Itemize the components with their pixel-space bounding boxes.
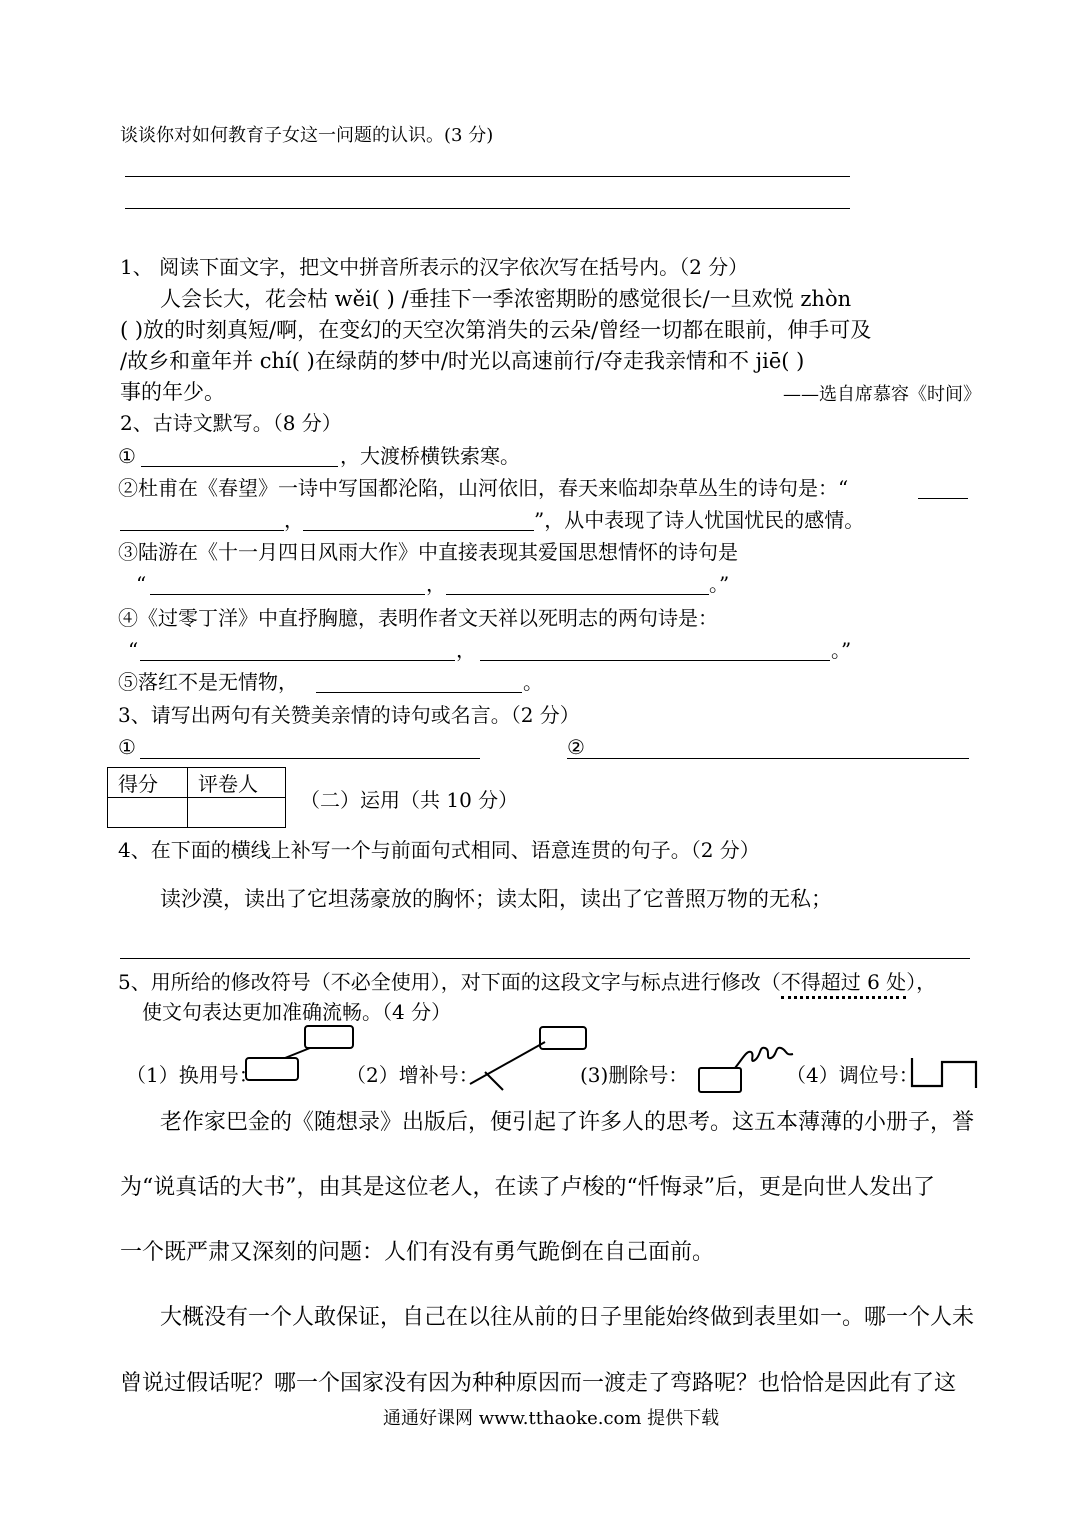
answer-line	[125, 176, 850, 177]
q4-prompt: 4、在下面的横线上补写一个与前面句式相同、语意连贯的句子。（2 分）	[118, 838, 760, 862]
q5-emphasis: 不得超过 6 处	[781, 970, 906, 999]
q2-item2-text: ②杜甫在《春望》一诗中写国都沦陷，山河依旧，春天来临却杂草丛生的诗句是：“	[118, 476, 849, 500]
blank-line	[140, 758, 480, 759]
symbol-label: （2）增补号：	[346, 1063, 479, 1087]
q2-item5-text: ⑤落红不是无情物，	[118, 670, 298, 694]
q2-item1-text: ，大渡桥横铁索寒。	[340, 444, 520, 468]
q2-item3-end: 。”	[709, 572, 730, 596]
symbol-label: （1）换用号：	[126, 1063, 259, 1087]
q2-item4-comma: ，	[456, 638, 476, 662]
insert-mark-icon	[465, 1022, 595, 1092]
blank-line	[567, 758, 969, 759]
q2-item2-end: ”，从中表现了诗人忧国忧民的感情。	[534, 508, 865, 532]
grader-header: 评卷人	[188, 768, 286, 798]
q5-prompt-line2: 使文句表达更加准确流畅。（4 分）	[142, 1000, 452, 1024]
footer-text: 通通好课网 www.tthaoke.com 提供下载	[383, 1408, 720, 1429]
transpose-mark-icon	[902, 1050, 987, 1095]
q2-item3-comma: ，	[426, 572, 446, 596]
symbol-label: （4）调位号：	[786, 1063, 919, 1087]
q3-prompt: 3、请写出两句有关赞美亲情的诗句或名言。（2 分）	[118, 703, 580, 727]
q2-item1-marker: ①	[118, 444, 136, 468]
replace-mark-icon	[240, 1020, 360, 1090]
q5-prompt-part: 5、用所给的修改符号（不必全使用），对下面的这段文字与标点进行修改（	[118, 970, 781, 994]
passage-line: 大概没有一个人敢保证，自己在以往从前的日子里能始终做到表里如一。哪一个人未	[160, 1305, 975, 1330]
q1-passage-line: 事的年少。	[120, 380, 225, 404]
blank-line	[480, 660, 830, 661]
score-cell[interactable]	[108, 798, 188, 828]
blank-line	[918, 498, 968, 499]
passage-line: 为“说真话的大书”，由其是这位老人，在读了卢梭的“忏悔录”后，更是向世人发出了	[120, 1175, 935, 1200]
q2-item4-open: “	[128, 638, 139, 662]
grader-cell[interactable]	[188, 798, 286, 828]
q5-prompt-part: ），	[906, 970, 937, 994]
blank-line	[120, 530, 284, 531]
q3-mark2: ②	[567, 735, 585, 759]
q2-item5-end: 。	[523, 670, 543, 694]
passage-line: 老作家巴金的《随想录》出版后，便引起了许多人的思考。这五本薄薄的小册子，誉	[160, 1110, 975, 1135]
q5-prompt	[118, 972, 936, 992]
q1-prompt: 1、 阅读下面文字，把文中拼音所表示的汉字依次写在括号内。（2 分）	[120, 255, 749, 279]
q3-mark1: ①	[118, 735, 136, 759]
blank-line	[446, 594, 709, 595]
answer-line	[125, 208, 850, 209]
blank-line	[150, 594, 425, 595]
blank-line	[316, 692, 522, 693]
blank-line	[141, 466, 338, 467]
q1-passage-line: /故乡和童年并 chí( )在绿荫的梦中/时光以高速前行/夺走我亲情和不 jiē( )	[120, 349, 805, 373]
section-title: （二）运用（共 10 分）	[300, 788, 519, 812]
score-header: 得分	[108, 768, 188, 798]
q2-item4-end: 。”	[831, 638, 852, 662]
answer-line	[120, 958, 970, 959]
q2-prompt: 2、古诗文默写。（8 分）	[120, 411, 342, 435]
blank-line	[303, 530, 534, 531]
q2-item4-text: ④《过零丁洋》中直抒胸臆，表明作者文天祥以死明志的两句诗是：	[118, 606, 718, 630]
passage-line: 曾说过假话呢？哪一个国家没有因为种种原因而一渡走了弯路呢？也恰恰是因此有了这	[120, 1371, 957, 1396]
intro-question: 谈谈你对如何教育子女这一问题的认识。(3 分)	[120, 125, 494, 146]
passage-line: 一个既严肃又深刻的问题：人们有没有勇气跪倒在自己面前。	[120, 1240, 715, 1265]
blank-line	[140, 660, 455, 661]
score-table	[107, 767, 286, 828]
q2-item3-open: “	[136, 572, 147, 596]
q1-passage-line: ( )放的时刻真短/啊，在变幻的天空次第消失的云朵/曾经一切都在眼前，伸手可及	[120, 318, 872, 342]
q4-sentence: 读沙漠，读出了它坦荡豪放的胸怀；读太阳，读出了它普照万物的无私；	[160, 887, 832, 911]
q2-item2-comma: ，	[284, 508, 304, 532]
q2-item3-text: ③陆游在《十一月四日风雨大作》中直接表现其爱国思想情怀的诗句是	[118, 540, 738, 564]
q1-source: ——选自席慕容《时间》	[783, 384, 981, 405]
q1-passage-line: 人会长大，花会枯 wěi( ) /垂挂下一季浓密期盼的感觉很长/一旦欢悦 zhòn	[160, 287, 852, 311]
symbol-label: (3)删除号：	[580, 1063, 689, 1087]
